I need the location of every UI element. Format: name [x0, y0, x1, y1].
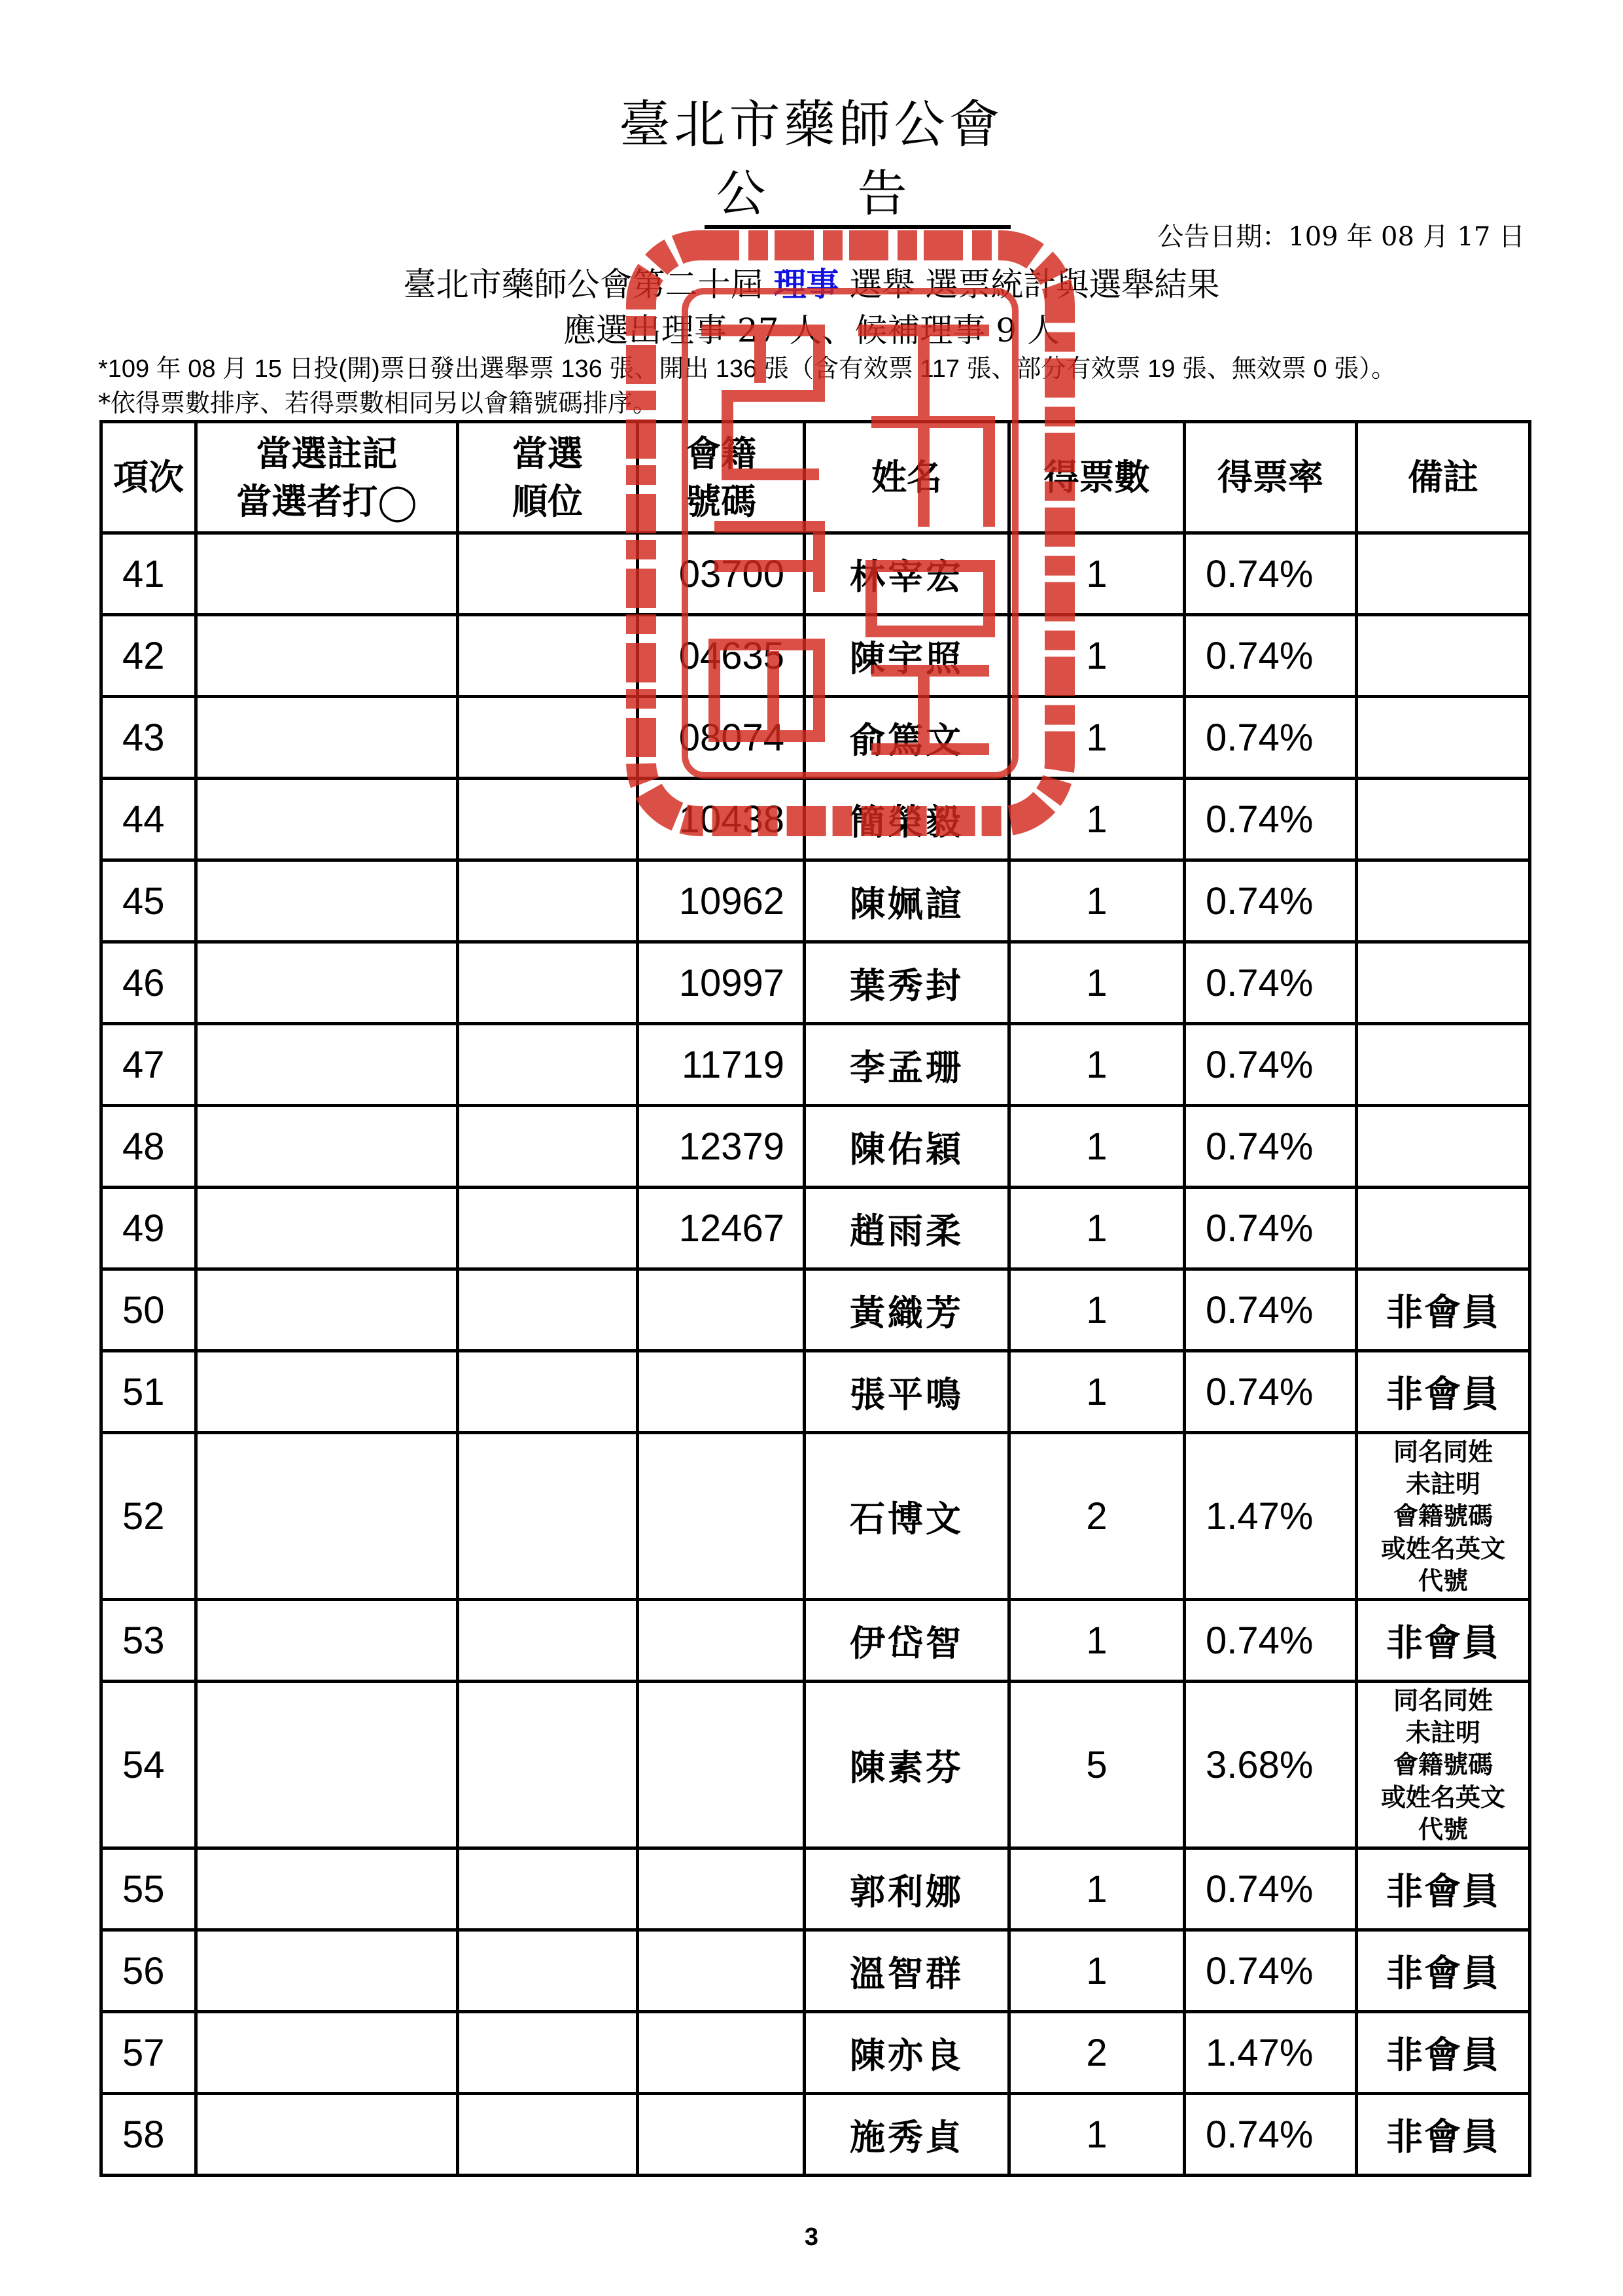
cell-votes: 1 [1009, 1106, 1185, 1188]
header-mark [196, 422, 458, 533]
cell-mark [196, 697, 458, 779]
quota-line: 應選出理事 27 人、候補理事 9 人 [563, 311, 1060, 349]
cell-rank [458, 615, 638, 697]
page-number: 3 [804, 2223, 819, 2251]
cell-member-code: 04635 [638, 615, 805, 697]
cell-mark [196, 533, 458, 615]
table-row [101, 697, 1530, 779]
cell-name: 陳佑穎 [805, 1106, 1009, 1188]
cell-rate: 0.74% [1185, 697, 1357, 779]
cell-votes: 5 [1009, 1682, 1185, 1848]
table-row [101, 1351, 1530, 1433]
cell-rank [458, 860, 638, 942]
cell-rank [458, 1024, 638, 1106]
cell-index: 45 [101, 860, 196, 942]
cell-index: 47 [101, 1024, 196, 1106]
cell-votes: 1 [1009, 1188, 1185, 1269]
cell-votes: 1 [1009, 942, 1185, 1024]
header-code-line2: 號碼 [686, 480, 756, 522]
cell-member-code: 12379 [638, 1106, 805, 1188]
cell-index: 56 [101, 1930, 196, 2012]
table-row [101, 615, 1530, 697]
table-row [101, 1930, 1530, 2012]
cell-rank [458, 1188, 638, 1269]
cell-index: 43 [101, 697, 196, 779]
cell-mark [196, 2094, 458, 2176]
cell-rate: 0.74% [1185, 1106, 1357, 1188]
cell-index: 46 [101, 942, 196, 1024]
table-row [101, 2094, 1530, 2176]
cell-rank [458, 2094, 638, 2176]
cell-name: 趙雨柔 [805, 1188, 1009, 1269]
header-name: 姓名 [805, 422, 1009, 533]
cell-votes: 2 [1009, 1433, 1185, 1600]
cell-rank [458, 1848, 638, 1930]
header-note: 備註 [1357, 422, 1530, 533]
cell-rate: 0.74% [1185, 1188, 1357, 1269]
cell-member-code [638, 1351, 805, 1433]
cell-rank [458, 942, 638, 1024]
header-index: 項次 [101, 422, 196, 533]
cell-member-code [638, 1600, 805, 1682]
cell-note: 非會員 [1357, 1351, 1530, 1433]
cell-index: 48 [101, 1106, 196, 1188]
cell-name: 黃織芳 [805, 1269, 1009, 1351]
cell-votes: 1 [1009, 2094, 1185, 2176]
cell-member-code: 10962 [638, 860, 805, 942]
notice-title-text: 公告 [705, 154, 1011, 229]
cell-mark [196, 1600, 458, 1682]
cell-rank [458, 1600, 638, 1682]
table-row [101, 1188, 1530, 1269]
header-code [638, 422, 805, 533]
cell-votes: 1 [1009, 533, 1185, 615]
cell-mark [196, 1106, 458, 1188]
cell-votes: 1 [1009, 779, 1185, 860]
cell-votes: 1 [1009, 1024, 1185, 1106]
cell-member-code [638, 1848, 805, 1930]
header-rank-line2: 順位 [512, 480, 583, 522]
cell-note [1357, 779, 1530, 860]
cell-name: 石博文 [805, 1433, 1009, 1600]
election-role: 理事 [773, 265, 839, 304]
notice-date: 公告日期：109 年 08 月 17 日 [1157, 222, 1525, 252]
cell-name: 施秀貞 [805, 2094, 1009, 2176]
results-table [99, 420, 1531, 2177]
cell-mark [196, 1433, 458, 1600]
table-row [101, 1600, 1530, 1682]
cell-mark [196, 860, 458, 942]
cell-rate: 0.74% [1185, 615, 1357, 697]
cell-member-code [638, 1682, 805, 1848]
cell-note: 非會員 [1357, 1600, 1530, 1682]
cell-index: 57 [101, 2012, 196, 2094]
cell-index: 52 [101, 1433, 196, 1600]
cell-index: 51 [101, 1351, 196, 1433]
cell-note: 非會員 [1357, 2094, 1530, 2176]
cell-note: 非會員 [1357, 1269, 1530, 1351]
sort-note: *依得票數排序、若得票數相同另以會籍號碼排序。 [98, 389, 658, 417]
cell-rank [458, 1930, 638, 2012]
cell-mark [196, 1682, 458, 1848]
table-row [101, 533, 1530, 615]
cell-rate: 0.74% [1185, 2094, 1357, 2176]
cell-rate: 0.74% [1185, 1269, 1357, 1351]
cell-rank [458, 2012, 638, 2094]
cell-rate: 3.68% [1185, 1682, 1357, 1848]
table-row [101, 1106, 1530, 1188]
cell-mark [196, 615, 458, 697]
header-row [101, 422, 1530, 533]
cell-name: 陳素芬 [805, 1682, 1009, 1848]
header-rank-line1: 當選 [512, 432, 583, 474]
header-votes: 得票數 [1009, 422, 1185, 533]
cell-index: 55 [101, 1848, 196, 1930]
cell-note [1357, 533, 1530, 615]
cell-rate: 0.74% [1185, 1930, 1357, 2012]
cell-member-code: 12467 [638, 1188, 805, 1269]
header-mark-line2: 當選者打◯ [236, 480, 417, 522]
cell-rank [458, 779, 638, 860]
cell-rank [458, 1351, 638, 1433]
cell-mark [196, 2012, 458, 2094]
cell-note: 非會員 [1357, 1848, 1530, 1930]
cell-note [1357, 1188, 1530, 1269]
cell-note: 同名同姓 未註明 會籍號碼 或姓名英文 代號 [1357, 1433, 1530, 1600]
cell-note: 非會員 [1357, 1930, 1530, 2012]
cell-name: 溫智群 [805, 1930, 1009, 2012]
cell-index: 58 [101, 2094, 196, 2176]
cell-rate: 0.74% [1185, 1351, 1357, 1433]
cell-member-code [638, 1269, 805, 1351]
cell-name: 陳姵諠 [805, 860, 1009, 942]
table-row [101, 1682, 1530, 1848]
cell-member-code: 10438 [638, 779, 805, 860]
cell-votes: 1 [1009, 1848, 1185, 1930]
cell-rate: 0.74% [1185, 1848, 1357, 1930]
cell-name: 俞篤文 [805, 697, 1009, 779]
cell-index: 42 [101, 615, 196, 697]
cell-rate: 1.47% [1185, 1433, 1357, 1600]
table-row [101, 1269, 1530, 1351]
cell-note [1357, 697, 1530, 779]
cell-index: 44 [101, 779, 196, 860]
cell-rate: 0.74% [1185, 1600, 1357, 1682]
cell-member-code [638, 1433, 805, 1600]
table-row [101, 1848, 1530, 1930]
cell-rate: 0.74% [1185, 942, 1357, 1024]
election-suffix: 選舉 選票統計與選舉結果 [849, 266, 1220, 304]
cell-rank [458, 1269, 638, 1351]
cell-note [1357, 860, 1530, 942]
cell-name: 李孟珊 [805, 1024, 1009, 1106]
cell-rank [458, 1682, 638, 1848]
table-row [101, 1433, 1530, 1600]
cell-mark [196, 779, 458, 860]
cell-member-code: 10997 [638, 942, 805, 1024]
cell-rate: 0.74% [1185, 1024, 1357, 1106]
cell-rank [458, 1433, 638, 1600]
table-row [101, 860, 1530, 942]
cell-member-code [638, 1930, 805, 2012]
cell-name: 簡榮毅 [805, 779, 1009, 860]
cell-name: 陳宇照 [805, 615, 1009, 697]
cell-mark [196, 1351, 458, 1433]
cell-mark [196, 1848, 458, 1930]
cell-rank [458, 1106, 638, 1188]
cell-index: 50 [101, 1269, 196, 1351]
cell-note [1357, 615, 1530, 697]
table-row [101, 779, 1530, 860]
cell-rank [458, 697, 638, 779]
table-row [101, 2012, 1530, 2094]
cell-rate: 0.74% [1185, 533, 1357, 615]
cell-name: 郭利娜 [805, 1848, 1009, 1930]
cell-votes: 1 [1009, 1269, 1185, 1351]
cell-votes: 1 [1009, 860, 1185, 942]
cell-name: 葉秀封 [805, 942, 1009, 1024]
cell-rate: 1.47% [1185, 2012, 1357, 2094]
header-rate: 得票率 [1185, 422, 1357, 533]
election-prefix: 臺北市藥師公會第二十屆 [403, 266, 763, 304]
cell-votes: 1 [1009, 1930, 1185, 2012]
cell-votes: 1 [1009, 615, 1185, 697]
cell-rate: 0.74% [1185, 860, 1357, 942]
cell-mark [196, 1024, 458, 1106]
cell-name: 陳亦良 [805, 2012, 1009, 2094]
cell-index: 49 [101, 1188, 196, 1269]
cell-mark [196, 1188, 458, 1269]
table-row [101, 942, 1530, 1024]
cell-votes: 1 [1009, 1600, 1185, 1682]
cell-rank [458, 533, 638, 615]
cell-index: 41 [101, 533, 196, 615]
cell-votes: 2 [1009, 2012, 1185, 2094]
cell-mark [196, 1930, 458, 2012]
cell-note: 非會員 [1357, 2012, 1530, 2094]
cell-note [1357, 942, 1530, 1024]
header-rank [458, 422, 638, 533]
cell-note: 同名同姓 未註明 會籍號碼 或姓名英文 代號 [1357, 1682, 1530, 1848]
cell-member-code [638, 2094, 805, 2176]
cell-name: 張平鳴 [805, 1351, 1009, 1433]
cell-name: 林宰宏 [805, 533, 1009, 615]
cell-name: 伊岱智 [805, 1600, 1009, 1682]
org-title: 臺北市藥師公會 [619, 96, 1004, 154]
ballot-note: *109 年 08 月 15 日投(開)票日發出選舉票 136 張、開出 136 張（含有效票 117 張、部分有效票 19 張、無效票 0 張）。 [98, 355, 1397, 383]
cell-member-code: 11719 [638, 1024, 805, 1106]
cell-mark [196, 1269, 458, 1351]
header-code-line1: 會籍 [686, 432, 756, 474]
cell-mark [196, 942, 458, 1024]
cell-votes: 1 [1009, 697, 1185, 779]
cell-votes: 1 [1009, 1351, 1185, 1433]
cell-index: 54 [101, 1682, 196, 1848]
cell-member-code: 08074 [638, 697, 805, 779]
cell-note [1357, 1106, 1530, 1188]
table-row [101, 1024, 1530, 1106]
cell-member-code [638, 2012, 805, 2094]
election-title [0, 258, 1623, 306]
cell-note [1357, 1024, 1530, 1106]
cell-member-code: 03700 [638, 533, 805, 615]
header-mark-line1: 當選註記 [256, 432, 398, 474]
cell-rate: 0.74% [1185, 779, 1357, 860]
cell-index: 53 [101, 1600, 196, 1682]
